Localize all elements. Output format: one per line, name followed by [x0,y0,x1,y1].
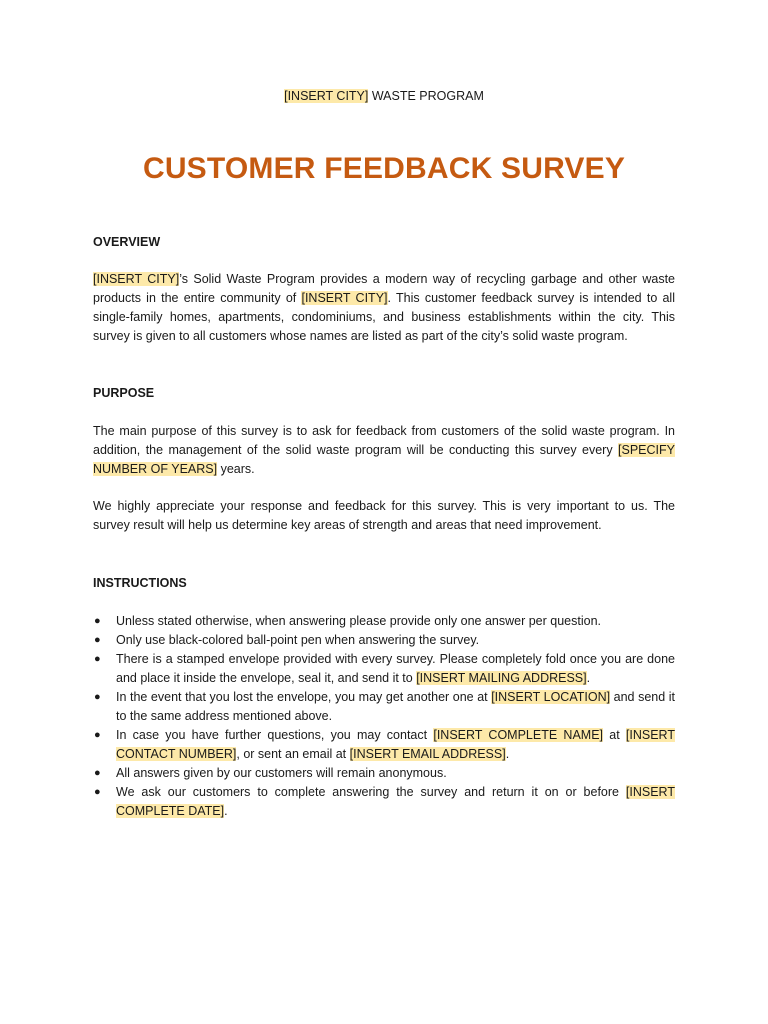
list-item-text: , or sent an email at [236,747,350,761]
instructions-list [93,612,675,821]
bullet-icon: ● [94,691,101,703]
complete-name-placeholder: [INSERT COMPLETE NAME] [433,728,604,742]
overview-text: . This customer feedback survey is intended to all single-family homes, apartments, condominiums, and business establishments within the city. This survey is given to all customers whose names are listed as part of the city’s solid waste program. [93,291,675,343]
list-item [93,783,675,821]
list-item-text: All answers given by our customers will remain anonymous. [116,766,447,780]
list-item [93,726,675,764]
list-item-text: Unless stated otherwise, when answering please provide only one answer per question. [116,614,602,628]
list-item-text: Only use black-colored ball-point pen when answering the survey. [116,633,480,647]
bullet-icon: ● [94,615,101,627]
list-item [93,688,675,726]
years-placeholder: [SPECIFY NUMBER OF YEARS] [93,443,675,476]
contact-number-placeholder: [INSERT CONTACT NUMBER] [116,728,675,761]
list-item [93,764,675,783]
purpose-heading: PURPOSE [93,386,155,400]
purpose-text: years. [217,462,255,476]
list-item-text: and send it to the same address mentioned above. [116,690,675,723]
list-item-text: . [224,804,228,818]
list-item-text: There is a stamped envelope provided with every survey. Please completely fold once you are done and place it inside the envelope, seal it, and send it to [116,652,675,685]
list-item [93,631,675,650]
bullet-icon: ● [94,786,101,798]
list-item [93,612,675,631]
list-item-text: We ask our customers to complete answering the survey and return it on or before [116,785,626,799]
overview-heading: OVERVIEW [93,235,161,249]
complete-date-placeholder: [INSERT COMPLETE DATE] [116,785,675,818]
overview-text: ’s Solid Waste Program provides a modern way of recycling garbage and other waste products in the entire community of [93,272,675,305]
purpose-text: The main purpose of this survey is to ask for feedback from customers of the solid waste program. In addition, the management of the solid waste program will be conducting this survey every [93,424,675,457]
list-item-text: at [603,728,626,742]
bullet-icon: ● [94,653,101,665]
list-item-text: In case you have further questions, you may contact [116,728,434,742]
mailing-address-placeholder: [INSERT MAILING ADDRESS] [416,671,587,685]
purpose-paragraph-2: We highly appreciate your response and feedback for this survey. This is very important to us. The survey result will help us determine key areas of strength and areas that need improvement. [93,499,675,532]
document-title: CUSTOMER FEEDBACK SURVEY [142,152,626,185]
program-header [93,88,675,104]
list-item-text: . [586,671,591,685]
list-item-text: . [505,747,510,761]
purpose-paragraph-1 [93,422,675,479]
city-placeholder: [INSERT CITY] [301,291,388,305]
program-label: WASTE PROGRAM [368,89,484,103]
list-item-text: In the event that you lost the envelope, you may get another one at [116,690,492,704]
bullet-icon: ● [94,634,101,646]
list-item [93,650,675,688]
location-placeholder: [INSERT LOCATION] [491,690,611,704]
bullet-icon: ● [94,767,101,779]
city-placeholder: [INSERT CITY] [284,89,369,103]
bullet-icon: ● [94,729,101,741]
overview-paragraph [93,270,675,346]
email-address-placeholder: [INSERT EMAIL ADDRESS] [349,747,506,761]
city-placeholder: [INSERT CITY] [93,272,180,286]
instructions-heading: INSTRUCTIONS [93,576,187,590]
